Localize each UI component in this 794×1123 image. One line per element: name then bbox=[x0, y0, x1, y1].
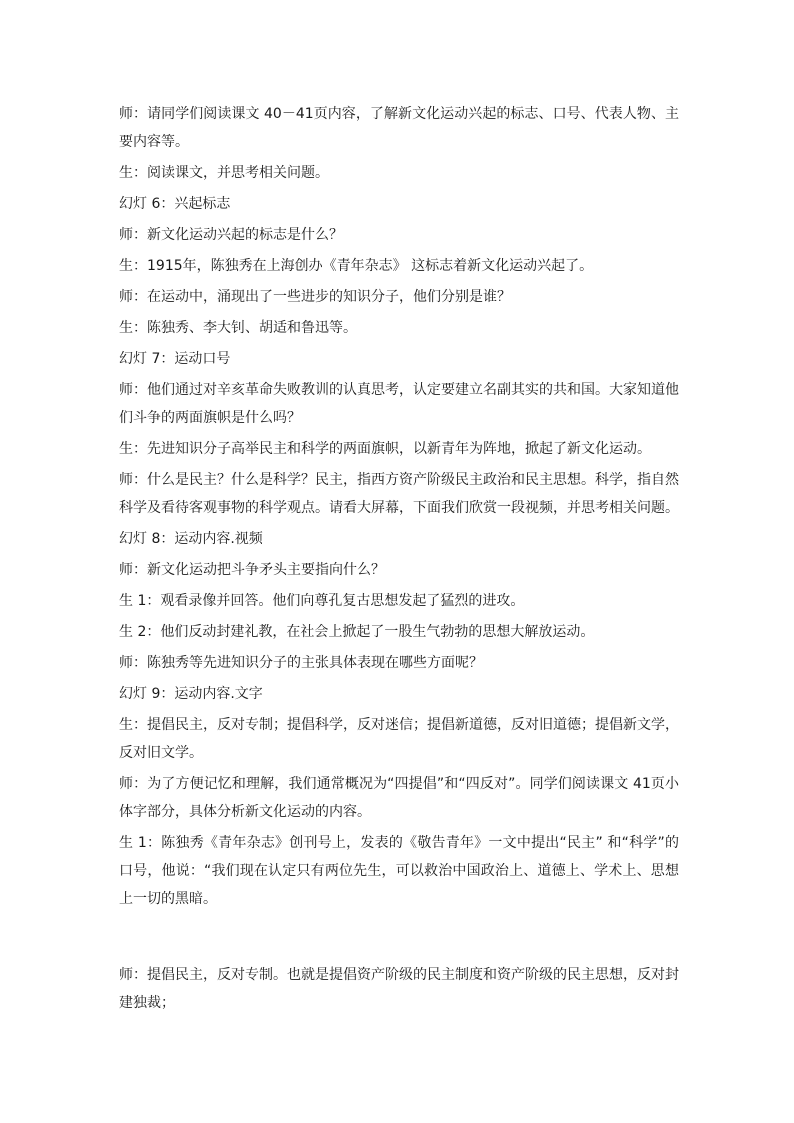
paragraph: 师：他们通过对辛亥革命失败教训的认真思考，认定要建立名副其实的共和国。大家知道他们斗争的两面旗帜是什么吗？ bbox=[119, 382, 679, 426]
paragraph: 生 1：陈独秀《青年杂志》创刊号上，发表的《敬告青年》一文中提出“民主” 和“科学”的口号，他说：“我们现在认定只有两位先生，可以救治中国政治上、道德上、学术上、思想上一切的黑暗。 bbox=[119, 835, 679, 907]
paragraph: 生：先进知识分子高举民主和科学的两面旗帜，以新青年为阵地，掀起了新文化运动。 bbox=[119, 441, 651, 457]
paragraph: 师：为了方便记忆和理解，我们通常概况为“四提倡”和“四反对”。同学们阅读课文 41页小体字部分，具体分析新文化运动的内容。 bbox=[119, 776, 679, 820]
paragraph: 师：请同学们阅读课文 40－41页内容，了解新文化运动兴起的标志、口号、代表人物、主要内容等。 bbox=[119, 106, 679, 150]
paragraph: 师：在运动中，涌现出了一些进步的知识分子，他们分别是谁？ bbox=[119, 289, 511, 305]
slide-heading: 幻灯 6：兴起标志 bbox=[119, 196, 231, 212]
slide-heading: 幻灯 9：运动内容.文字 bbox=[119, 686, 263, 702]
paragraph: 生：提倡民主，反对专制；提倡科学，反对迷信；提倡新道德，反对旧道德；提倡新文学，反对旧文学。 bbox=[119, 717, 679, 761]
slide-heading: 幻灯 8：运动内容.视频 bbox=[119, 531, 263, 547]
paragraph: 生 2：他们反动封建礼教，在社会上掀起了一股生气勃勃的思想大解放运动。 bbox=[119, 624, 595, 640]
paragraph: 师：新文化运动兴起的标志是什么？ bbox=[119, 227, 343, 243]
paragraph: 师：新文化运动把斗争矛头主要指向什么？ bbox=[119, 562, 385, 578]
paragraph: 生：1915年，陈独秀在上海创办《青年杂志》 这标志着新文化运动兴起了。 bbox=[119, 258, 594, 274]
paragraph: 生：阅读课文，并思考相关问题。 bbox=[119, 165, 329, 181]
slide-heading: 幻灯 7：运动口号 bbox=[119, 351, 231, 367]
paragraph: 师：陈独秀等先进知识分子的主张具体表现在哪些方面呢？ bbox=[119, 655, 483, 671]
document-body bbox=[119, 100, 679, 1020]
paragraph: 师：什么是民主？什么是科学？民主，指西方资产阶级民主政治和民主思想。科学，指自然科学及看待客观事物的科学观点。请看大屏幕，下面我们欣赏一段视频，并思考相关问题。 bbox=[119, 472, 679, 516]
paragraph: 生 1：观看录像并回答。他们向尊孔复古思想发起了猛烈的进攻。 bbox=[119, 593, 525, 609]
paragraph: 生：陈独秀、李大钊、胡适和鲁迅等。 bbox=[119, 320, 357, 336]
paragraph: 师：提倡民主，反对专制。也就是提倡资产阶级的民主制度和资产阶级的民主思想，反对封建独裁； bbox=[119, 967, 679, 1011]
